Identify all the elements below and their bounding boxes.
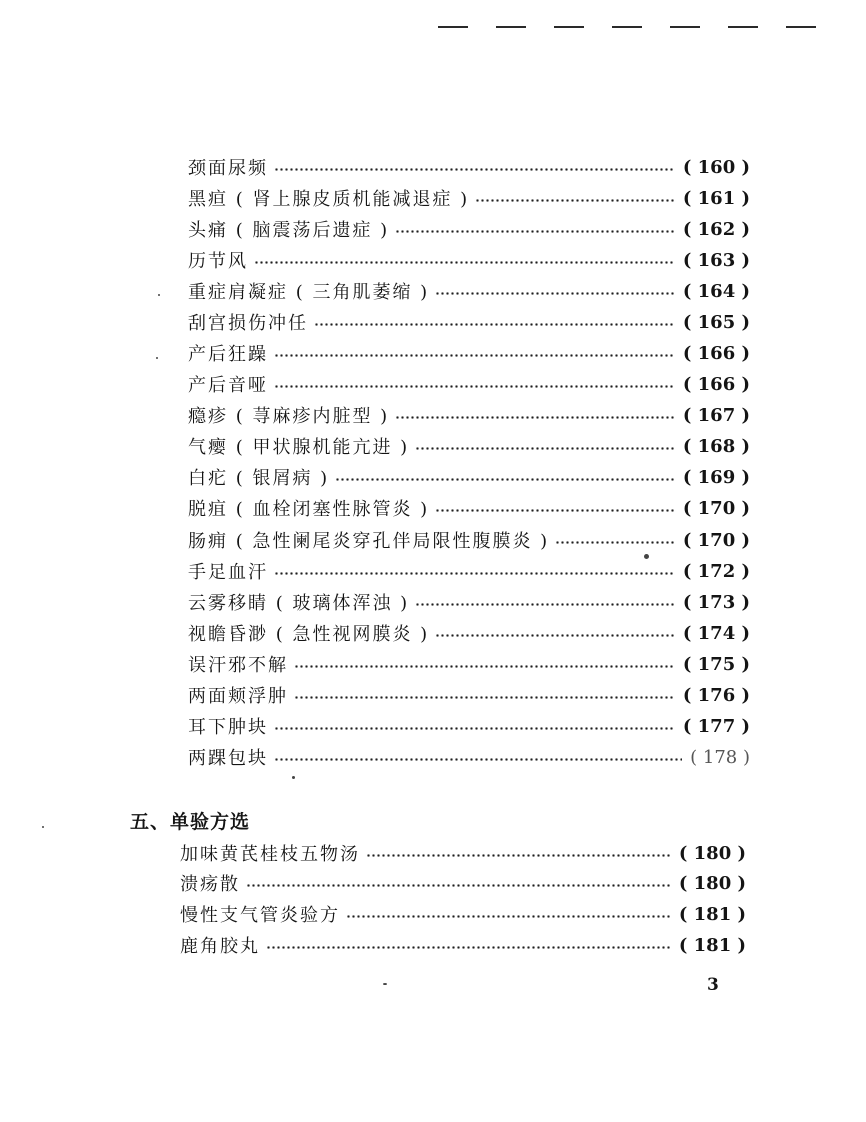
dot-leader <box>435 292 675 295</box>
toc-entry-title: 白疕 ( 银屑病 ) <box>188 468 330 489</box>
toc-entry[interactable] <box>188 650 750 678</box>
toc-entry[interactable] <box>188 184 750 212</box>
toc-entry[interactable] <box>180 839 746 867</box>
toc-entry[interactable] <box>188 246 750 274</box>
toc-entry-title: 肠痈 ( 急性阑尾炎穿孔伴局限性腹膜炎 ) <box>188 531 550 552</box>
dot-leader <box>435 634 675 637</box>
section-heading: 五、单验方选 <box>130 811 251 833</box>
dot-leader <box>366 854 671 857</box>
toc-entry-page: ( 170 ) <box>682 497 750 519</box>
toc-entry[interactable] <box>188 681 750 709</box>
toc-entry[interactable] <box>188 463 750 491</box>
toc-entry[interactable] <box>188 557 750 585</box>
scan-speck <box>156 357 158 359</box>
toc-entry[interactable] <box>188 308 750 336</box>
dot-leader <box>266 946 671 949</box>
scan-speck <box>42 826 44 828</box>
dot-leader <box>274 572 675 575</box>
toc-entry-page: ( 172 ) <box>682 560 750 582</box>
toc-entry-page: ( 178 ) <box>690 746 750 768</box>
toc-entry-title: 手足血汗 <box>188 562 268 583</box>
toc-entry[interactable] <box>188 619 750 647</box>
toc-entry-title: 头痛 ( 脑震荡后遗症 ) <box>188 220 390 241</box>
header-rule <box>438 26 818 28</box>
toc-entry[interactable] <box>188 712 750 740</box>
dot-leader <box>346 915 671 918</box>
header-dash <box>786 26 816 28</box>
toc-entry[interactable] <box>188 401 750 429</box>
dot-leader <box>555 541 675 544</box>
toc-entry-title: 耳下肿块 <box>188 717 268 738</box>
scan-speck <box>292 776 295 779</box>
toc-entry[interactable] <box>180 931 746 959</box>
toc-entry[interactable] <box>188 153 750 181</box>
toc-entry-title: 刮宫损伤冲任 <box>188 313 308 334</box>
toc-entry-title: 误汗邪不解 <box>188 655 288 676</box>
toc-entry-page: ( 166 ) <box>682 342 750 364</box>
toc-entry-page: ( 176 ) <box>682 684 750 706</box>
toc-entry-title: 鹿角胶丸 <box>180 936 260 957</box>
header-dash <box>728 26 758 28</box>
toc-entry[interactable] <box>188 370 750 398</box>
toc-entry-title: 瘾疹 ( 荨麻疹内脏型 ) <box>188 406 390 427</box>
toc-entry-page: ( 181 ) <box>678 903 746 925</box>
toc-entry[interactable] <box>180 869 746 897</box>
header-dash <box>670 26 700 28</box>
toc-entry-page: ( 180 ) <box>678 872 746 894</box>
dot-leader <box>274 168 675 171</box>
toc-entry-title: 溃疡散 <box>180 874 240 895</box>
toc-entry[interactable] <box>188 526 750 554</box>
dot-leader <box>274 385 675 388</box>
dot-leader <box>395 416 675 419</box>
toc-entry-page: ( 162 ) <box>682 218 750 240</box>
dot-leader <box>294 665 675 668</box>
toc-entry[interactable] <box>188 743 750 771</box>
header-dash <box>438 26 468 28</box>
dot-leader <box>435 509 675 512</box>
toc-entry-page: ( 167 ) <box>682 404 750 426</box>
dot-leader <box>274 354 675 357</box>
toc-entry-page: ( 170 ) <box>682 529 750 551</box>
header-dash <box>496 26 526 28</box>
toc-entry-title: 气瘿 ( 甲状腺机能亢进 ) <box>188 437 410 458</box>
toc-entry-page: ( 180 ) <box>678 842 746 864</box>
toc-entry-page: ( 164 ) <box>682 280 750 302</box>
dot-leader <box>475 199 675 202</box>
toc-entry-page: ( 168 ) <box>682 435 750 457</box>
toc-entry-title: 视瞻昏渺 ( 急性视网膜炎 ) <box>188 624 430 645</box>
toc-entry-page: ( 175 ) <box>682 653 750 675</box>
toc-entry-page: ( 169 ) <box>682 466 750 488</box>
dot-leader <box>335 478 675 481</box>
dot-leader <box>395 230 675 233</box>
scan-speck <box>158 294 160 296</box>
toc-entry-title: 黑疸 ( 肾上腺皮质机能减退症 ) <box>188 189 470 210</box>
page-number: 3 <box>707 975 719 995</box>
scan-speck <box>644 554 649 559</box>
toc-entry-title: 颈面尿频 <box>188 158 268 179</box>
toc-entry[interactable] <box>188 277 750 305</box>
toc-entry[interactable] <box>188 339 750 367</box>
toc-entry-page: ( 163 ) <box>682 249 750 271</box>
toc-entry-title: 历节风 <box>188 251 248 272</box>
dot-leader <box>415 603 675 606</box>
dot-leader <box>314 323 675 326</box>
scan-speck <box>383 983 387 985</box>
toc-entry-title: 两面颊浮肿 <box>188 686 288 707</box>
toc-entry-page: ( 181 ) <box>678 934 746 956</box>
toc-entry-page: ( 160 ) <box>682 156 750 178</box>
dot-leader <box>294 696 675 699</box>
toc-entry[interactable] <box>188 494 750 522</box>
toc-entry-title: 脱疽 ( 血栓闭塞性脉管炎 ) <box>188 499 430 520</box>
dot-leader <box>274 727 675 730</box>
toc-entry-title: 云雾移睛 ( 玻璃体浑浊 ) <box>188 593 410 614</box>
toc-entry-page: ( 161 ) <box>682 187 750 209</box>
toc-entry-title: 产后狂躁 <box>188 344 268 365</box>
toc-entry[interactable] <box>188 588 750 616</box>
toc-entry-page: ( 166 ) <box>682 373 750 395</box>
toc-entry-page: ( 165 ) <box>682 311 750 333</box>
dot-leader <box>246 884 671 887</box>
toc-entry-page: ( 174 ) <box>682 622 750 644</box>
toc-entry-title: 加味黄芪桂枝五物汤 <box>180 844 360 865</box>
toc-entry-title: 两踝包块 <box>188 748 268 769</box>
dot-leader <box>274 758 682 761</box>
header-dash <box>612 26 642 28</box>
header-dash <box>554 26 584 28</box>
toc-entry[interactable] <box>180 900 746 928</box>
dot-leader <box>254 261 675 264</box>
toc-entry-page: ( 177 ) <box>682 715 750 737</box>
toc-entry-title: 慢性支气管炎验方 <box>180 905 340 926</box>
toc-entry[interactable] <box>188 215 750 243</box>
toc-entry-title: 产后音哑 <box>188 375 268 396</box>
toc-entry-page: ( 173 ) <box>682 591 750 613</box>
dot-leader <box>415 447 675 450</box>
toc-entry-title: 重症肩凝症 ( 三角肌萎缩 ) <box>188 282 430 303</box>
toc-entry[interactable] <box>188 432 750 460</box>
